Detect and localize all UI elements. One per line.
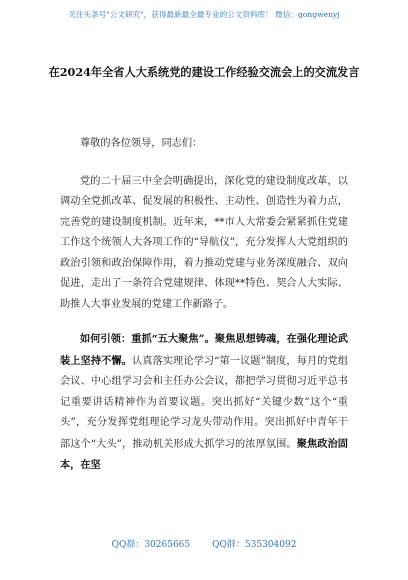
document-title: 在2024年全省人大系统党的建设工作经验交流会上的交流发言 <box>48 65 360 79</box>
document-body <box>60 134 348 491</box>
section-heading-bold: 如何引领：重抓“五大聚焦”。聚焦思想铸魂，在强化理论武装上坚持不懈。 <box>60 333 348 367</box>
footer-contact <box>0 537 408 550</box>
salutation: 尊敬的各位领导，同志们： <box>80 138 203 149</box>
paragraph-section-one <box>60 329 348 477</box>
footer-qq-group-2: QQ群：535304092 <box>212 540 297 550</box>
header-note: 关注头条号"公文研究"，获得最新最全最专业的公文资料库！ 微信：gongwenyj <box>68 10 340 19</box>
footer-qq-group-1: QQ群：30265665 <box>111 540 191 550</box>
paragraph-intro: 党的二十届三中全会明确提出，深化党的建设制度改革，以调动全党抓改革、促发展的积极性、主动性、创造性为着力点，完善党的建设制度机制。近年来，**市人大常委会紧紧抓住党建工作这个统领人大各项工作的“导航仪”，充分发挥人大党组织的政治引领和政治保障作用，着力推动党建与业务深度融合、双向促进，走出了一条符合党建规律、体现**特色、契合人大实际、助推人大事业发展的党建工作新路子。 <box>60 175 348 310</box>
section-body-text: 认真落实理论学习“第一议题”制度，每月的党组会议、中心组学习会和主任办公会议，都把学习贯彻习近平总书记重要讲话精神作为首要议题。突出抓好“关键少数”这个“重头”，充分发挥党组理论学习龙头带动作用。突出抓好中青年干部这个“大头”，推动机关形成大抓学习的浓厚氛围。 <box>60 355 349 450</box>
section-subheading-bold: 聚焦政治固本，在坚 <box>60 437 348 471</box>
